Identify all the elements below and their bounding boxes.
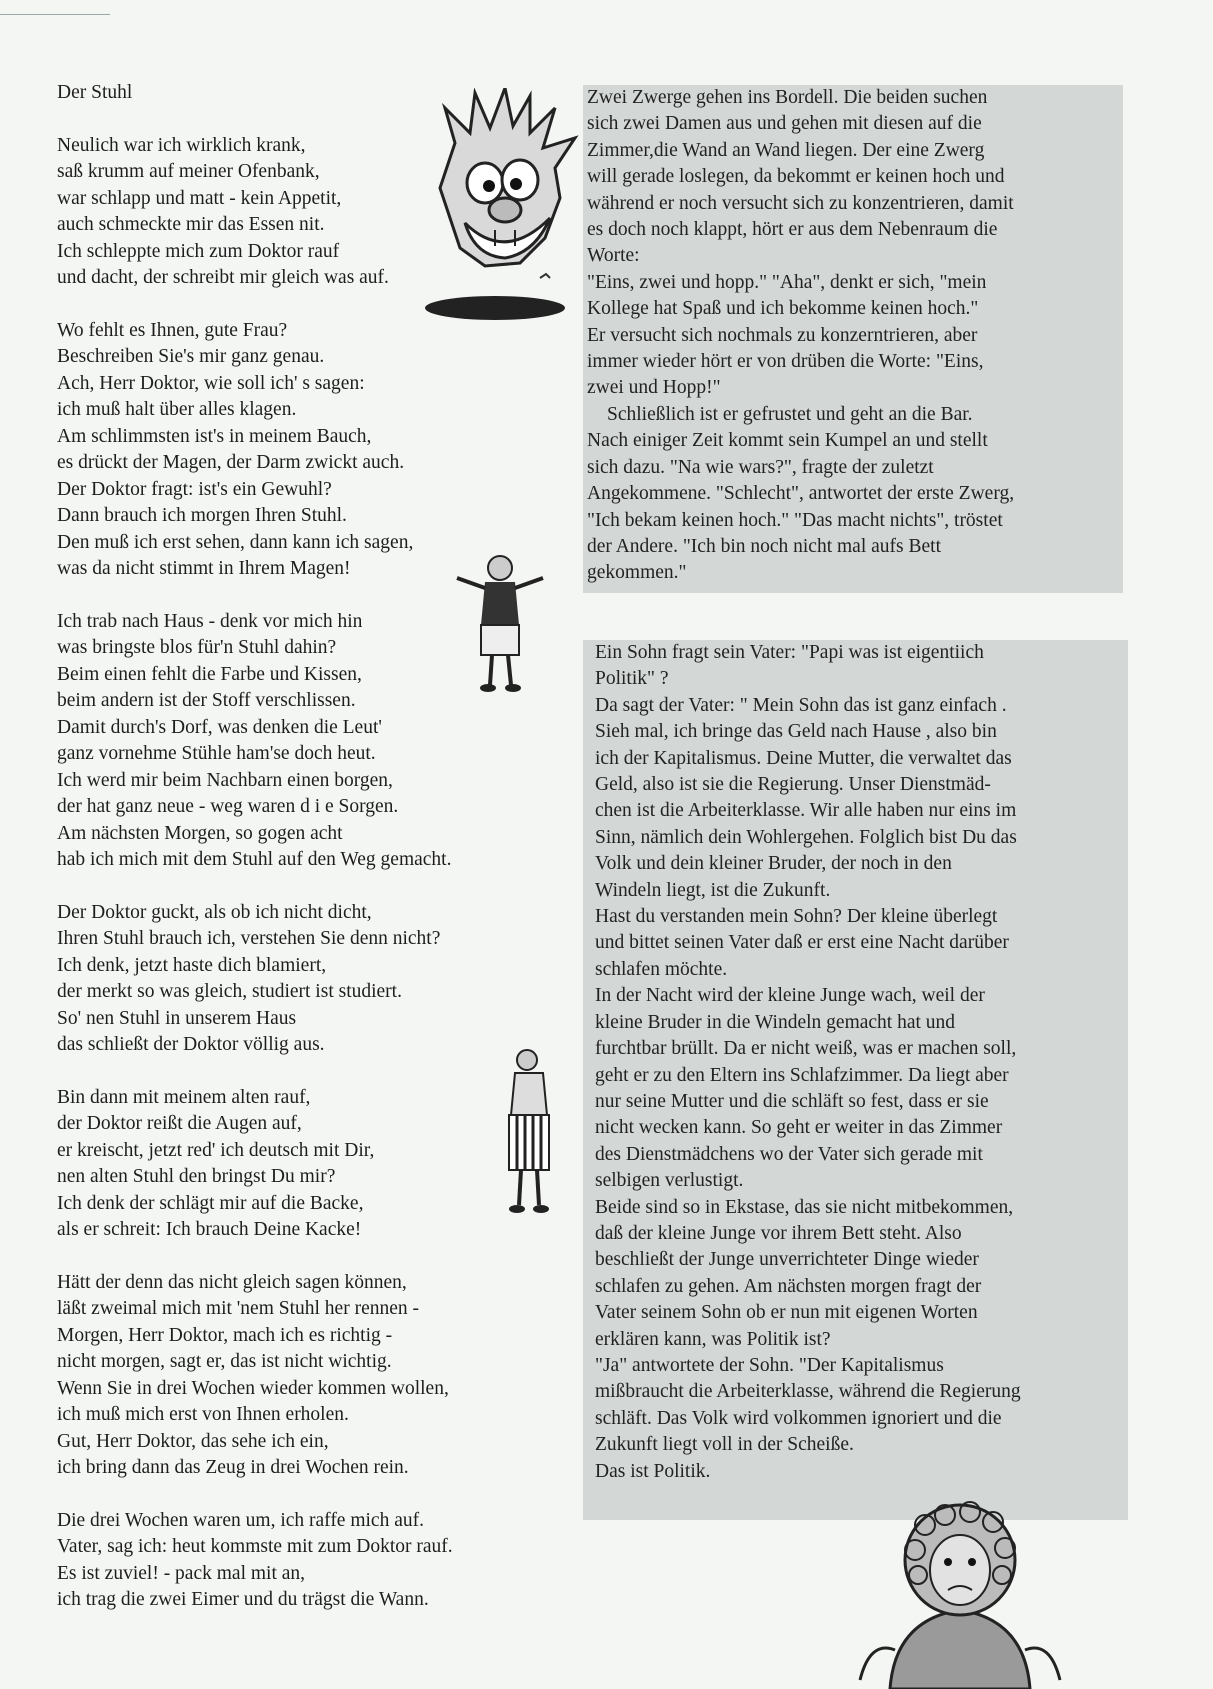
joke2-line: schläft. Das Volk wird volkommen ignoriert und die [595,1407,1002,1429]
joke2-line: chen ist die Arbeiterklasse. Wir alle haben nur eins im [595,800,1017,822]
poem-line: der merkt so was gleich, studiert ist studiert. [57,981,402,1002]
joke2-line: Windeln liegt, ist die Zukunft. [595,879,831,901]
joke2-line: Volk und dein kleiner Bruder, der noch in den [595,853,952,875]
joke2-line: beschließt der Junge unverrichteter Dinge wieder [595,1249,979,1271]
poem-line: Damit durch's Dorf, was denken die Leut' [57,716,382,738]
poem-line: was da nicht stimmt in Ihrem Magen! [57,558,351,579]
joke1-line: zwei und Hopp!" [587,377,721,399]
joke1-line: während er noch versucht sich zu konzentrieren, damit [587,192,1014,214]
joke2-line: mißbraucht die Arbeiterklasse, während die Regierung [595,1381,1021,1403]
joke2-line: Hast du verstanden mein Sohn? Der kleine überlegt [595,906,998,928]
joke1-line: Er versucht sich nochmals zu konzerntrieren, aber [587,324,978,346]
poem-line: Den muß ich erst sehen, dann kann ich sagen, [57,531,414,553]
top-rule [0,14,110,15]
poem-line: Beim einen fehlt die Farbe und Kissen, [57,663,362,685]
joke2-line: schlafen zu gehen. Am nächsten morgen fragt der [595,1275,982,1297]
joke2-line: Geld, also ist sie die Regierung. Unser Dienstmäd- [595,774,991,796]
joke2-line: nur seine Mutter und die schläft so fest, dass er sie [595,1090,989,1112]
poem-line: Gut, Herr Doktor, das sehe ich ein, [57,1430,329,1452]
joke2-line: Sinn, nämlich dein Wohlergehen. Folglich bist Du das [595,826,1017,848]
poem-line: Es ist zuviel! - pack mal mit an, [57,1562,306,1584]
joke2-line: selbigen verlustigt. [595,1170,744,1192]
poem-line: Ach, Herr Doktor, wie soll ich' s sagen: [57,372,365,394]
poem-line: der Doktor reißt die Augen auf, [57,1113,302,1134]
joke2-line: Ein Sohn fragt sein Vater: "Papi was ist eigentiich [595,642,984,663]
joke1-line: Nach einiger Zeit kommt sein Kumpel an und stellt [587,430,988,452]
joke2-line: ich der Kapitalismus. Deine Mutter, die verwaltet das [595,747,1012,769]
joke1-line: Schließlich ist er gefrustet und geht an die Bar. [607,403,973,425]
poem-stanza [57,900,577,1059]
poem-line: saß krumm auf meiner Ofenbank, [57,161,320,182]
joke2-line: "Ja" antwortete der Sohn. "Der Kapitalismus [595,1354,944,1376]
poem-line: der hat ganz neue - weg waren d i e Sorgen. [57,796,399,817]
cartoon-face-icon [425,88,610,328]
joke2-line: In der Nacht wird der kleine Junge wach, weil der [595,985,985,1007]
joke1-line: sich dazu. "Na wie wars?", fragte der zuletzt [587,456,934,478]
poem-line: nicht morgen, sagt er, das ist nicht wichtig. [57,1351,392,1372]
joke2-line: nicht wecken kann. So geht er weiter in das Zimmer [595,1117,1003,1139]
joke1-line: gekommen." [587,562,687,584]
joke2-line: und bittet seinen Vater daß er erst eine Nacht darüber [595,932,1009,954]
poem-line: ich muß halt über alles klagen. [57,399,297,420]
poem-line: Ich werd mir beim Nachbarn einen borgen, [57,769,393,791]
poem-line: Neulich war ich wirklich krank, [57,134,306,156]
poem-line: Wo fehlt es Ihnen, gute Frau? [57,319,288,341]
joke2-line: schlafen möchte. [595,958,728,980]
joke1-line: es doch noch klappt, hört er aus dem Nebenraum die [587,219,998,241]
joke2-line: Da sagt der Vater: " Mein Sohn das ist ganz einfach . [595,694,1007,716]
joke2-line: daß der kleine Junge vor ihrem Bett steht. Also [595,1222,962,1244]
poem-line: ich trag die zwei Eimer und du trägst die Wann. [57,1589,429,1610]
joke2-line: erklären kann, was Politik ist? [595,1328,831,1350]
poem-line: Ich denk, jetzt haste dich blamiert, [57,954,327,976]
joke1-line: der Andere. "Ich bin noch nicht mal aufs Bett [587,535,941,557]
poem-line: Dann brauch ich morgen Ihren Stuhl. [57,505,347,526]
poem-line: er kreischt, jetzt red' ich deutsch mit Dir, [57,1139,375,1161]
poem-line: läßt zweimal mich mit 'nem Stuhl her rennen - [57,1298,419,1319]
poem-line: So' nen Stuhl in unserem Haus [57,1007,297,1029]
poem-line: was bringste blos für'n Stuhl dahin? [57,637,337,658]
joke2-line: Das ist Politik. [595,1460,711,1482]
joke1-line: Zimmer,die Wand an Wand liegen. Der eine Zwerg [587,139,985,161]
joke2-line: des Dienstmädchens wo der Vater sich gerade mit [595,1143,983,1165]
poem-stanza [57,1508,577,1614]
cartoon-woman-icon [850,1490,1070,1689]
poem-line: Ich trab nach Haus - denk vor mich hin [57,610,363,632]
poem-line: Ich denk der schlägt mir auf die Backe, [57,1192,364,1214]
joke-box-zwerge [583,85,1123,593]
joke2-line: kleine Bruder in die Windeln gemacht hat und [595,1011,956,1033]
poem-line: Ihren Stuhl brauch ich, verstehen Sie denn nicht? [57,928,441,949]
poem-title: Der Stuhl [57,82,133,103]
joke2-line: Beide sind so in Ekstase, das sie nicht mitbekommen, [595,1196,1014,1218]
joke1-line: sich zwei Damen aus und gehen mit diesen auf die [587,113,982,135]
cartoon-man-shrugging-icon [445,550,555,700]
poem-line: es drückt der Magen, der Darm zwickt auch. [57,452,405,473]
joke-box-politik [583,640,1128,1520]
cartoon-striped-man-icon [495,1045,565,1220]
poem-stanzas [57,133,577,1614]
poem-line: Wenn Sie in drei Wochen wieder kommen wollen, [57,1377,449,1399]
poem-line: Am schlimmsten ist's in meinem Bauch, [57,425,372,447]
poem-line: ich bring dann das Zeug in drei Wochen rein. [57,1457,409,1478]
poem-line: hab ich mich mit dem Stuhl auf den Weg gemacht. [57,849,452,870]
joke2-line: Sieh mal, ich bringe das Geld nach Hause , also bin [595,721,997,743]
poem-line: und dacht, der schreibt mir gleich was auf. [57,267,389,288]
poem-line: das schließt der Doktor völlig aus. [57,1034,325,1055]
poem-stanza [57,1270,577,1482]
poem-line: auch schmeckte mir das Essen nit. [57,214,325,235]
poem-line: Morgen, Herr Doktor, mach ich es richtig - [57,1324,393,1346]
joke2-line: geht er zu den Eltern ins Schlafzimmer. Da liegt aber [595,1064,1009,1086]
poem-line: nen alten Stuhl den bringst Du mir? [57,1166,336,1187]
joke1-line: "Ich bekam keinen hoch." "Das macht nichts", tröstet [587,509,1003,531]
poem-line: als er schreit: Ich brauch Deine Kacke! [57,1219,362,1240]
joke2-line: furchtbar brüllt. Da er nicht weiß, was er machen soll, [595,1038,1017,1060]
joke1-line: Worte: [587,245,640,267]
poem-line: Die drei Wochen waren um, ich raffe mich auf. [57,1509,424,1531]
poem-line: Ich schleppte mich zum Doktor rauf [57,240,340,262]
poem-stanza [57,318,577,583]
poem-line: Der Doktor fragt: ist's ein Gewuhl? [57,478,332,500]
poem-line: Am nächsten Morgen, so gogen acht [57,822,343,844]
joke2-line: Zukunft liegt voll in der Scheiße. [595,1434,854,1456]
poem-line: beim andern ist der Stoff verschlissen. [57,690,356,711]
poem-line: Beschreiben Sie's mir ganz genau. [57,346,325,367]
joke1-line: Kollege hat Spaß und ich bekomme keinen hoch." [587,298,979,320]
joke1-line: immer wieder hört er von drüben die Worte: "Eins, [587,351,984,373]
poem-line: Bin dann mit meinem alten rauf, [57,1086,311,1108]
joke1-line: Angekommene. "Schlecht", antwortet der erste Zwerg, [587,483,1015,505]
poem-line: Vater, sag ich: heut kommste mit zum Doktor rauf. [57,1536,453,1557]
joke2-line: Politik" ? [595,668,669,690]
joke2-line: Vater seinem Sohn ob er nun mit eigenen Worten [595,1302,978,1324]
poem-line: Der Doktor guckt, als ob ich nicht dicht, [57,901,372,923]
poem-line: war schlapp und matt - kein Appetit, [57,187,342,209]
poem-line: Hätt der denn das nicht gleich sagen können, [57,1271,407,1293]
joke1-line: will gerade loslegen, da bekommt er keinen hoch und [587,166,1005,188]
joke1-line: Zwei Zwerge gehen ins Bordell. Die beiden suchen [587,87,988,108]
joke1-line: "Eins, zwei und hopp." "Aha", denkt er sich, "mein [587,271,987,293]
poem-line: ganz vornehme Stühle ham'se doch heut. [57,743,376,764]
poem-line: ich muß mich erst von Ihnen erholen. [57,1404,349,1425]
